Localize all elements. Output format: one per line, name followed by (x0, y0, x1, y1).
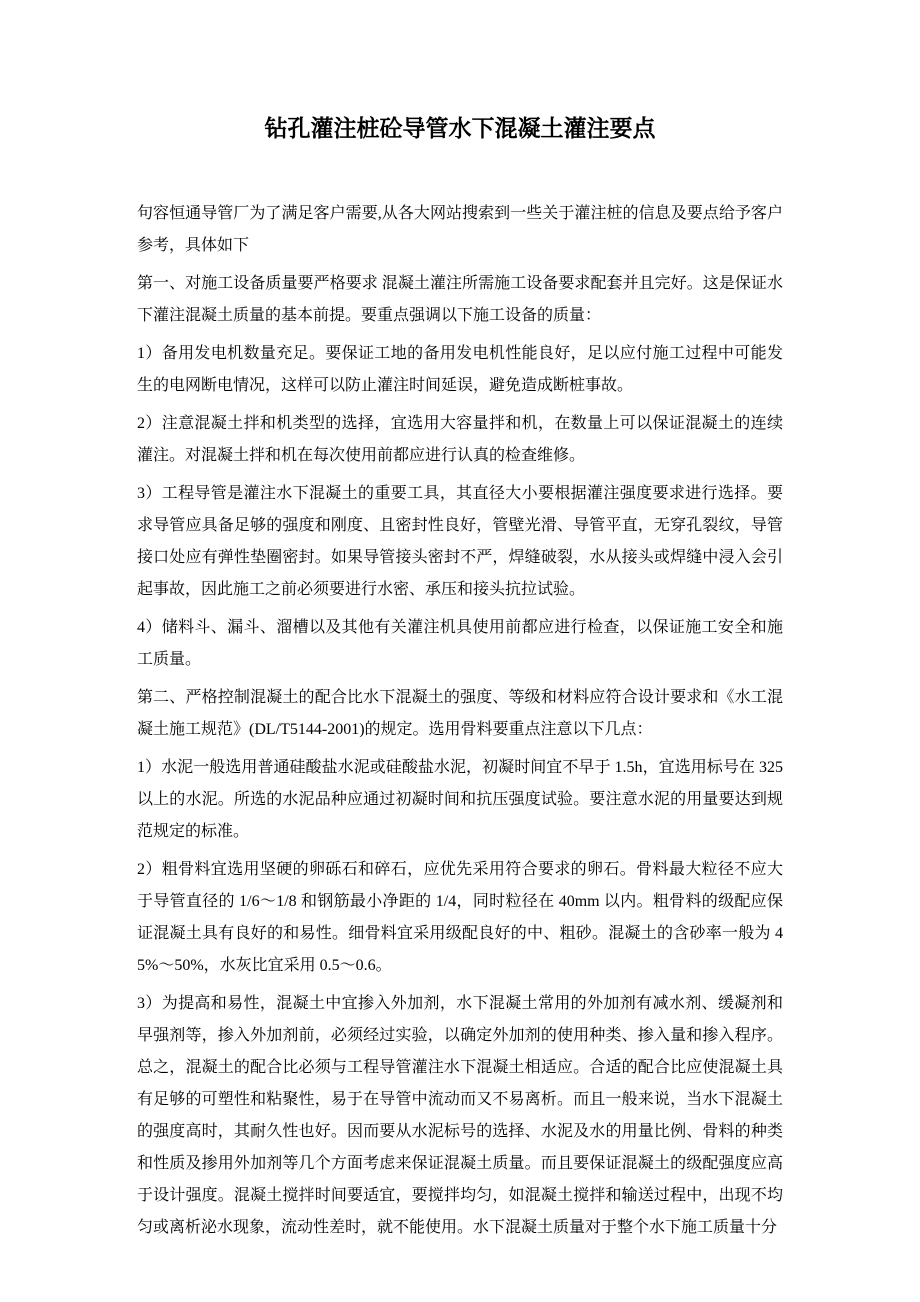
page-title: 钻孔灌注桩砼导管水下混凝土灌注要点 (264, 116, 656, 141)
paragraph-section1-item2: 2）注意混凝土拌和机类型的选择，宜选用大容量拌和机，在数量上可以保证混凝土的连续灌注。对混凝土拌和机在每次使用前都应进行认真的检查维修。 (137, 415, 783, 464)
paragraph-section2-item1: 1）水泥一般选用普通硅酸盐水泥或硅酸盐水泥，初凝时间宜不早于 1.5h，宜选用标号在 325 以上的水泥。所选的水泥品种应通过初凝时间和抗压强度试验。要注意水泥的用量要达到规范规定的标准。 (137, 759, 783, 840)
paragraph-section2-item3: 3）为提高和易性，混凝土中宜掺入外加剂，水下混凝土常用的外加剂有减水剂、缓凝剂和早强剂等，掺入外加剂前，必须经过实验，以确定外加剂的使用种类、掺入量和掺入程序。总之，混凝土的配合比必须与工程导管灌注水下混凝土相适应。合适的配合比应使混凝土具有足够的可塑性和粘聚性，易于在导管中流动而又不易离析。而且一般来说，当水下混凝土的强度高时，其耐久性也好。因而要从水泥标号的选择、水泥及水的用量比例、骨料的种类和性质及掺用外加剂等几个方面考虑来保证混凝土质量。而且要保证混凝土的级配强度应高于设计强度。混凝土搅拌时间要适宜，要搅拌均匀，如混凝土搅拌和输送过程中，出现不均匀或离析泌水现象，流动性差时，就不能使用。水下混凝土质量对于整个水下施工质量十分 (137, 995, 783, 1236)
document-content (137, 0, 783, 1244)
paragraph-intro: 句容恒通导管厂为了满足客户需要,从各大网站搜索到一些关于灌注桩的信息及要点给予客户参考，具体如下 (137, 205, 783, 254)
document-body (137, 198, 783, 1244)
paragraph-section1-item1: 1）备用发电机数量充足。要保证工地的备用发电机性能良好，足以应付施工过程中可能发生的电网断电情况，这样可以防止灌注时间延误，避免造成断桩事故。 (137, 345, 783, 394)
paragraph-section1-item3: 3）工程导管是灌注水下混凝土的重要工具，其直径大小要根据灌注强度要求进行选择。要求导管应具备足够的强度和刚度、且密封性良好，管壁光滑、导管平直，无穿孔裂纹，导管接口处应有弹性垫圈密封。如果导管接头密封不严，焊缝破裂，水从接头或焊缝中浸入会引起事故，因此施工之前必须要进行水密、承压和接头抗拉试验。 (137, 485, 783, 598)
paragraph-section2-item2: 2）粗骨料宜选用坚硬的卵砾石和碎石，应优先采用符合要求的卵石。骨料最大粒径不应大于导管直径的 1/6～1/8 和钢筋最小净距的 1/4，同时粒径在 40mm 以内。粗骨料的级配应保证混凝土具有良好的和易性。细骨料宜采用级配良好的中、粗砂。混凝土的含砂率一般为 45%～50%，水灰比宜采用 0.5～0.6。 (137, 861, 783, 974)
paragraph-section1: 第一、对施工设备质量要严格要求 混凝土灌注所需施工设备要求配套并且完好。这是保证水下灌注混凝土质量的基本前提。要重点强调以下施工设备的质量： (137, 275, 783, 324)
paragraph-section1-item4: 4）储料斗、漏斗、溜槽以及其他有关灌注机具使用前都应进行检查，以保证施工安全和施工质量。 (137, 619, 783, 668)
paragraph-section2: 第二、严格控制混凝土的配合比水下混凝土的强度、等级和材料应符合设计要求和《水工混凝土施工规范》(DL/T5144-2001)的规定。选用骨料要重点注意以下几点： (137, 689, 783, 738)
